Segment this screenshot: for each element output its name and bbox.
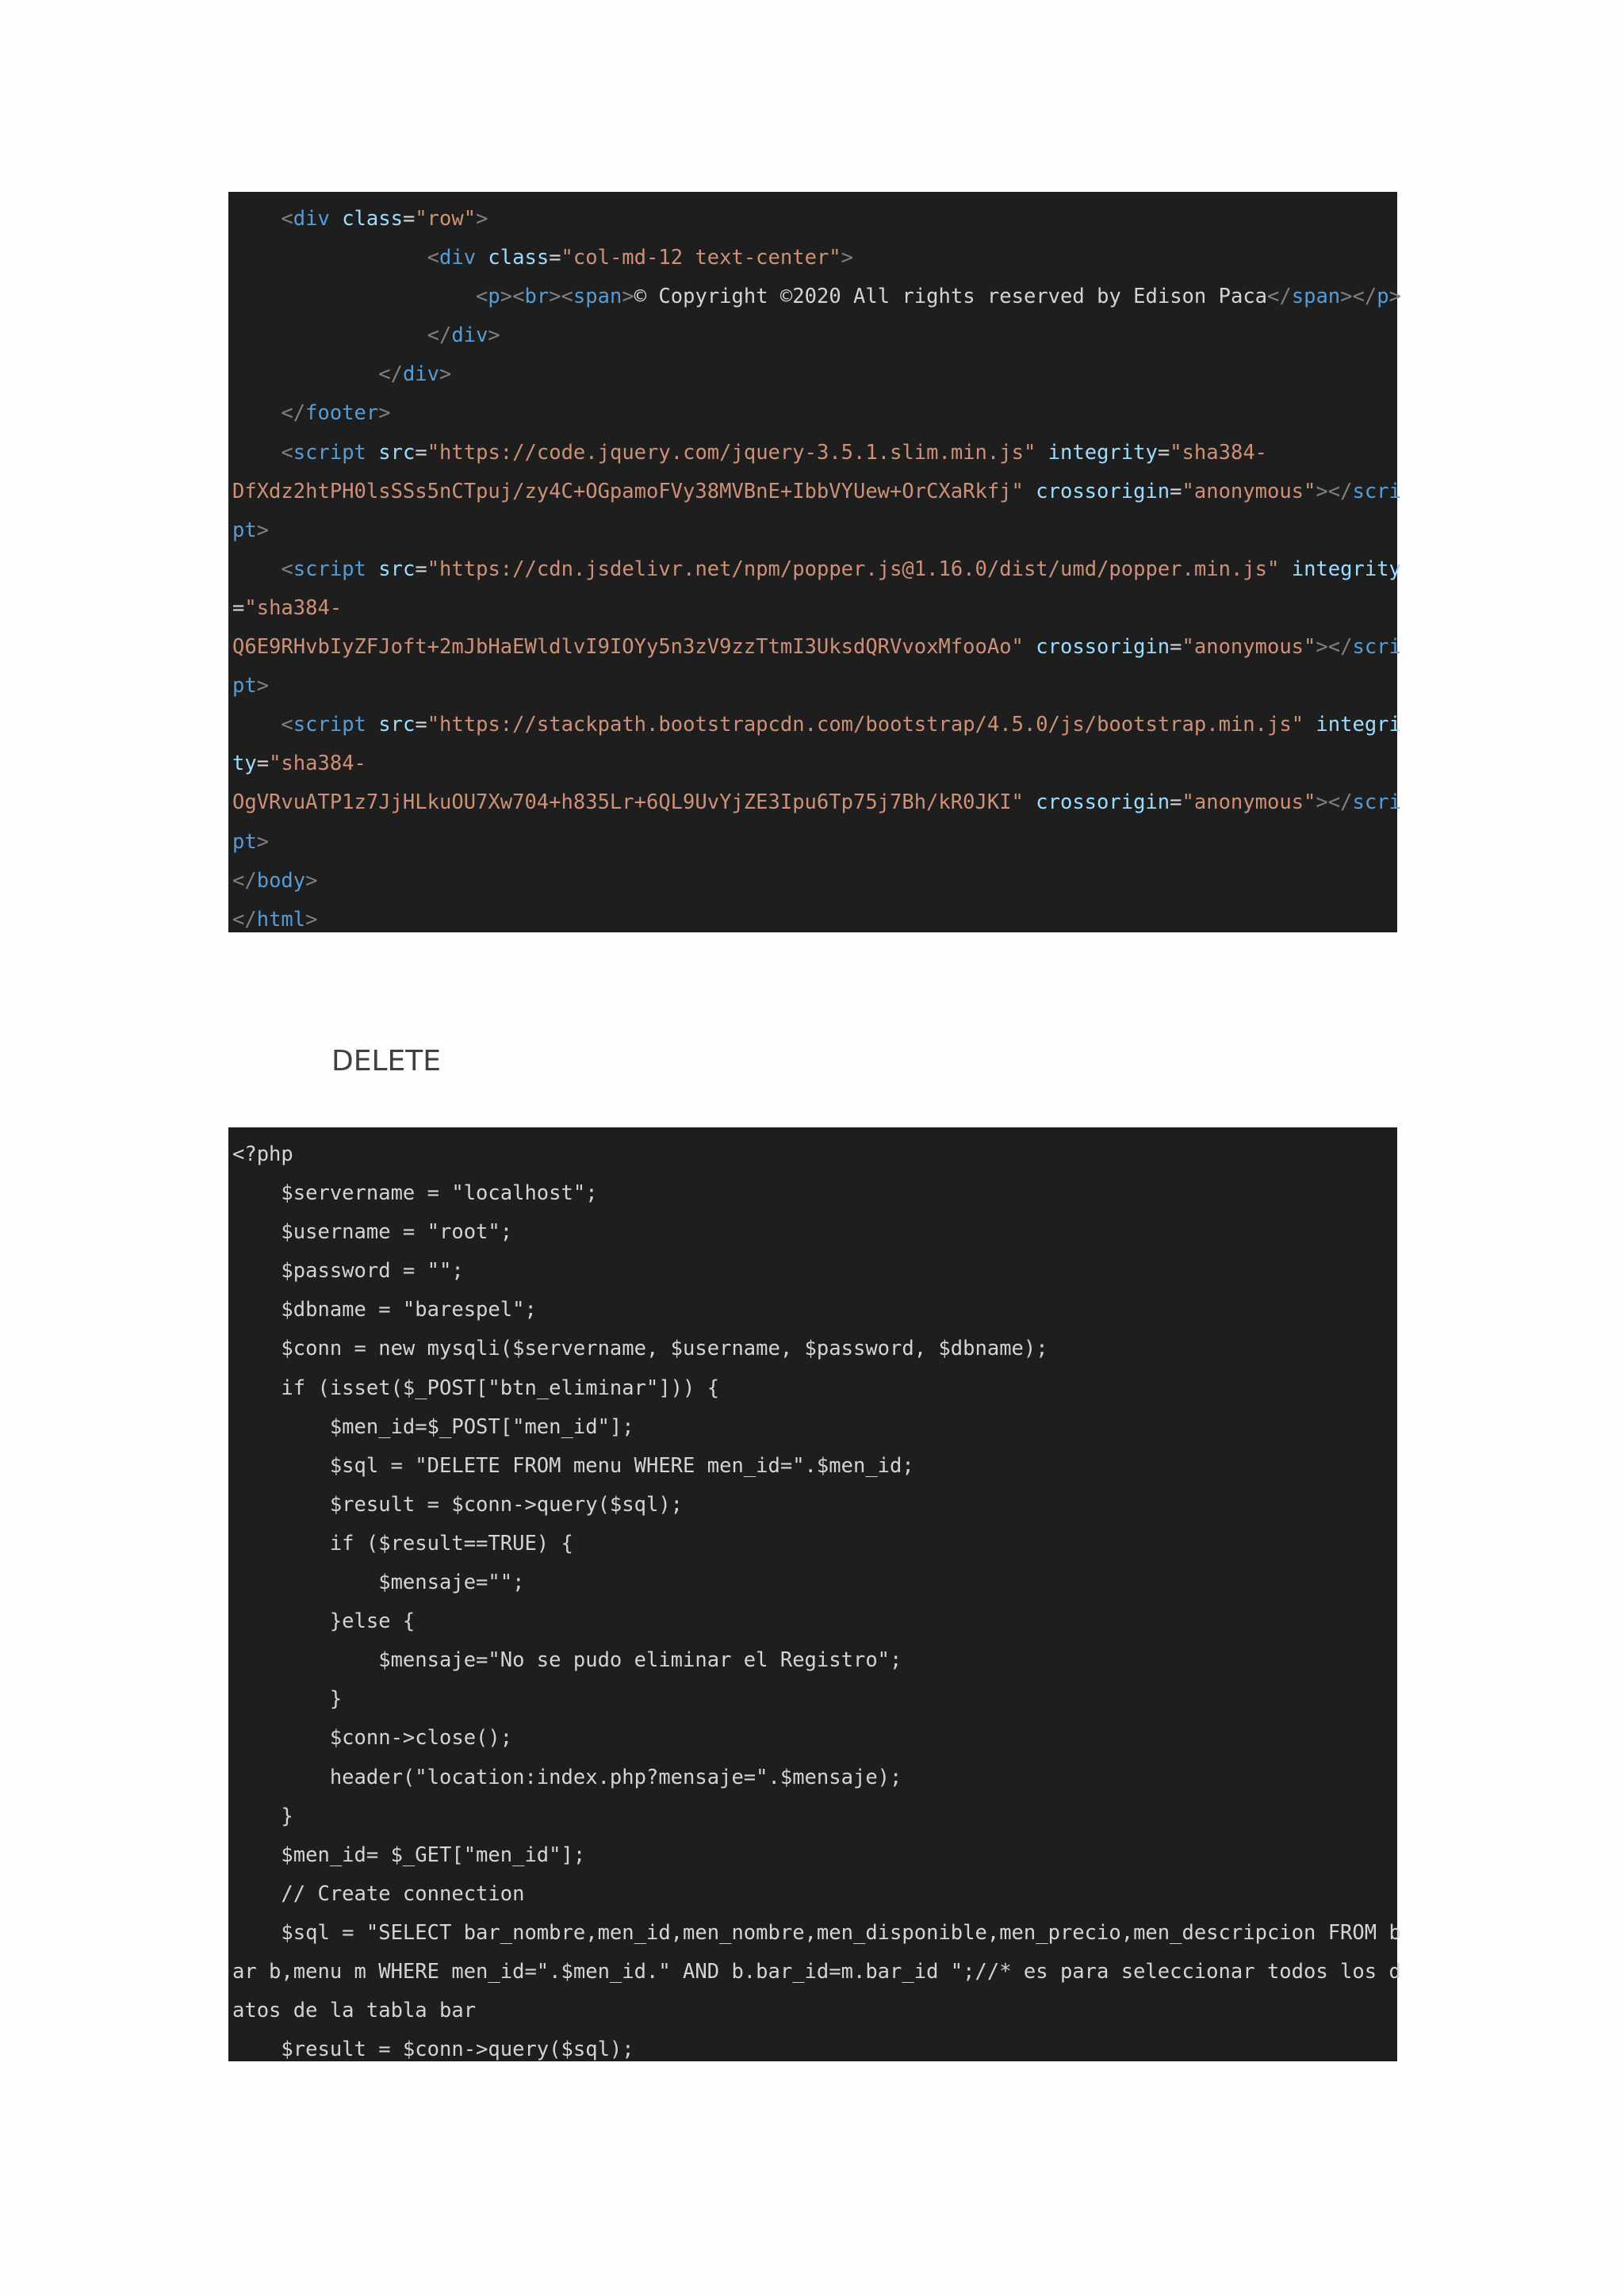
code-line [232,473,1401,511]
code-token: > [622,285,634,309]
code-line [232,823,1389,862]
code-line: $dbname = "barespel"; [232,1298,537,1322]
code-token: < [476,285,488,309]
code-line: } [232,1804,293,1828]
code-token: scri [1352,635,1401,660]
code-token: OgVRvuATP1z7JjHLkuOU7Xw704+h835Lr+6QL9UvYjZE3Ipu6Tp75j7Bh/kR0JKI" [232,790,1024,815]
code-token: >< [549,285,573,309]
code-token [1304,713,1316,737]
code-token: = [1170,790,1182,815]
code-token: > [439,362,452,387]
php-code-block [228,1127,1401,2062]
code-token: span [573,285,622,309]
code-token: </ [378,362,403,387]
code-line [232,589,1389,628]
code-token: DfXdz2htPH0lsSSs5nCTpuj/zy4C+OGpamoFVy38MVBnE+IbbVYUew+OrCXaRkfj" [232,479,1024,503]
code-token: > [256,674,270,698]
code-token: = [415,557,427,581]
code-token: "sha384- [244,595,343,620]
code-token: > [488,323,500,348]
code-token: > [378,401,391,426]
code-token: = [402,207,416,231]
code-token: < [281,557,293,581]
code-line [232,316,1389,355]
code-line [232,628,1401,667]
code-token: "anonymous" [1182,479,1316,503]
code-token: div [439,246,477,270]
code-token: </ [281,401,306,426]
code-line [232,511,1389,550]
code-token: > [305,907,318,932]
code-token: br [524,285,550,309]
code-token: ty [232,752,257,776]
code-line: $result = $conn->query($sql); [232,2038,634,2062]
code-line: $conn->close(); [232,1726,513,1751]
code-token: crossorigin [1036,635,1170,660]
code-line [232,744,1389,783]
code-token: </ [427,323,452,348]
code-token: pt [232,518,257,542]
code-token: >< [500,285,525,309]
code-token: < [281,713,293,737]
code-token: ></ [1316,479,1353,503]
code-token [366,557,378,581]
code-line [232,706,1401,744]
code-line: $men_id=$_POST["men_id"]; [232,1414,634,1439]
code-token: "sha384- [269,752,366,776]
code-line: // Create connection [232,1881,525,1906]
code-line [232,901,1389,939]
code-token: src [378,557,416,581]
code-token: ></ [1316,635,1353,660]
code-token: </ [1267,285,1292,309]
code-token [232,401,281,425]
code-line [232,239,1389,277]
code-line [232,667,1389,706]
code-token: crossorigin [1036,790,1170,815]
code-line: $servername = "localhost"; [232,1181,598,1206]
code-line [232,277,1401,316]
code-token [232,441,281,465]
code-line [232,550,1401,589]
code-token: = [415,440,427,465]
code-token: div [402,362,440,387]
code-line: header("location:index.php?mensaje=".$mensaje); [232,1765,902,1789]
code-line: if (isset($_POST["btn_eliminar"])) { [232,1376,720,1400]
code-token [232,557,281,581]
code-token: integrity [1291,557,1401,581]
code-token: src [378,440,416,465]
code-token [366,441,378,465]
code-token: = [256,752,270,776]
code-token [232,362,378,386]
code-line [232,394,1389,433]
code-line: $conn = new mysqli($servername, $username, $password, $dbname); [232,1337,1048,1361]
code-token: ></ [1316,790,1353,815]
code-token: script [293,440,366,465]
code-token: p [488,285,500,309]
code-line: }else { [232,1609,416,1634]
code-token: > [841,246,854,270]
code-token [232,285,476,308]
code-line: $mensaje="No se pudo eliminar el Registro"; [232,1648,902,1673]
code-token: > [476,207,488,231]
code-token [232,713,281,737]
code-token: "anonymous" [1182,790,1316,815]
code-token [330,207,342,231]
code-token: > [256,829,270,854]
code-line [232,355,1389,394]
code-line [232,862,1389,901]
code-line [232,434,1389,473]
code-line: $sql = "SELECT bar_nombre,men_id,men_nombre,men_disponible,men_precio,men_descripcion FROM b [232,1920,1401,1945]
code-token: script [293,557,366,581]
code-line: $username = "root"; [232,1220,513,1245]
code-token: "anonymous" [1182,635,1316,660]
code-token [1024,480,1036,503]
code-token: p [1377,285,1389,309]
code-token: class [342,207,403,231]
code-token [1024,635,1036,659]
code-token: html [256,907,306,932]
code-token: footer [305,401,379,426]
code-token: "https://cdn.jsdelivr.net/npm/popper.js@1.16.0/dist/umd/popper.min.js" [427,557,1280,581]
code-token: pt [232,674,257,698]
code-line [232,783,1401,822]
code-token: "row" [415,207,477,231]
code-line: if ($result==TRUE) { [232,1531,573,1556]
code-line: atos de la tabla bar [232,1999,477,2023]
code-line: $result = $conn->query($sql); [232,1492,684,1517]
code-token: "https://code.jquery.com/jquery-3.5.1.slim.min.js" [427,440,1036,465]
code-token: "col-md-12 text-center" [561,246,841,270]
code-token: = [549,246,561,270]
code-token: < [281,207,293,231]
code-token: "sha384- [1170,440,1268,465]
code-token: < [281,440,293,465]
code-token: body [256,868,306,893]
code-token [232,246,427,270]
code-token: pt [232,829,257,854]
code-token: > [256,518,270,542]
code-token: Q6E9RHvbIyZFJoft+2mJbHaEWldlvI9IOYy5n3zV9zzTtmI3UksdQRVvoxMfooAo" [232,635,1024,660]
code-token: = [1157,440,1170,465]
code-token: = [1170,479,1182,503]
code-token: span [1291,285,1341,309]
code-line: $password = ""; [232,1259,464,1284]
code-token [232,207,281,231]
code-token: "https://stackpath.bootstrapcdn.com/bootstrap/4.5.0/js/bootstrap.min.js" [427,713,1304,737]
code-token: integri [1316,713,1401,737]
code-token [1036,441,1048,465]
code-token: div [293,207,330,231]
code-token [232,323,427,347]
code-token: ></ [1340,285,1377,309]
code-token [476,246,488,270]
html-code-block [228,192,1401,932]
code-token: class [488,246,550,270]
code-line [232,200,1389,239]
delete-heading: DELETE [331,1045,442,1077]
code-line: $mensaje=""; [232,1571,525,1595]
code-line: <?php [232,1142,293,1166]
code-token: = [232,595,245,620]
code-token: integrity [1048,440,1158,465]
code-token: © Copyright ©2020 All rights reserved by Edison Paca [634,285,1268,309]
code-token: = [1170,635,1182,660]
code-token: crossorigin [1036,479,1170,503]
code-token: script [293,713,366,737]
code-token: scri [1352,790,1401,815]
code-token [1279,557,1291,581]
code-token [1024,790,1036,814]
code-line: } [232,1687,343,1712]
code-line: ar b,menu m WHERE men_id=".$men_id." AND b.bar_id=m.bar_id ";//* es para seleccionar todos los d [232,1959,1401,1984]
code-token: </ [232,907,257,932]
code-token [366,713,378,737]
code-token: < [427,246,439,270]
code-token: </ [232,868,257,893]
code-token: > [1388,285,1401,309]
code-token: scri [1352,479,1401,503]
code-token: > [305,868,318,893]
code-line: $men_id= $_GET["men_id"]; [232,1843,586,1867]
code-token: src [378,713,416,737]
code-line: $sql = "DELETE FROM menu WHERE men_id=".$men_id; [232,1453,914,1478]
code-token: div [451,323,488,348]
code-token: = [415,713,427,737]
